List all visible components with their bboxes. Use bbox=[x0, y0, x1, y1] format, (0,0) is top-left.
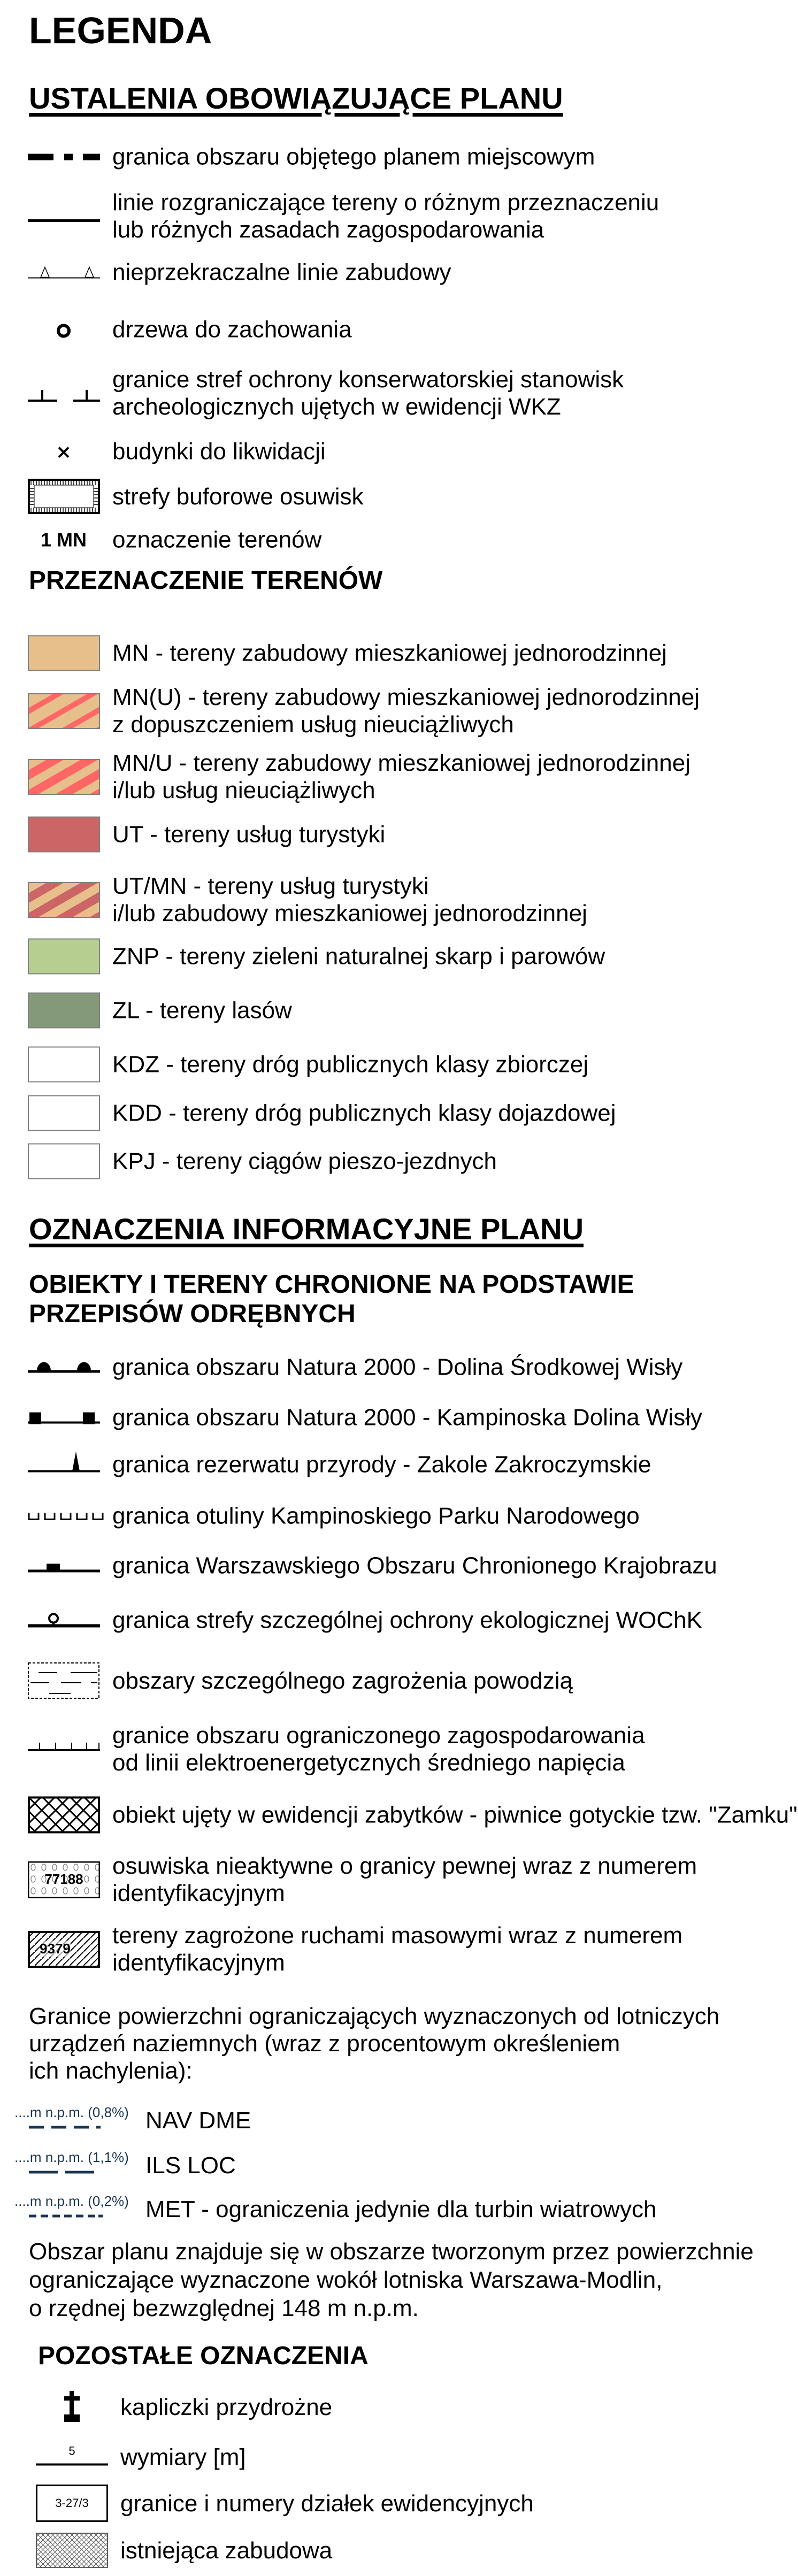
airport-note: Obszar planu znajduje się w obszarze tworzonym przez powierzchnie ograniczające wyznaczone wokół lotniska Warszawa-Modlin, o rzędnej bezwzględnej 148 m n.p.m. bbox=[29, 2238, 754, 2321]
legend-item bbox=[0, 1502, 798, 1530]
legend-label: strefy buforowe osuwisk bbox=[112, 483, 364, 510]
subsection-heading-obiekty: OBIEKTY I TERENY CHRONIONE NA PODSTAWIE PRZEPISÓW ODRĘBNYCH bbox=[29, 1270, 634, 1328]
legend-item bbox=[0, 438, 798, 465]
legend-item bbox=[0, 1607, 798, 1634]
legend-item bbox=[0, 366, 798, 420]
legend-label: drzewa do zachowania bbox=[112, 316, 352, 343]
legend-label: linie rozgraniczające tereny o różnym przeznaczeniu lub różnych zasadach zagospodarowania bbox=[112, 189, 659, 243]
legend-label: granica rezerwatu przyrody - Zakole Zakroczymskie bbox=[112, 1451, 651, 1478]
legend-label: tereny zagrożone ruchami masowymi wraz z numerem identyfikacyjnym bbox=[112, 1922, 683, 1976]
swatch-mn-u-optional bbox=[28, 693, 100, 729]
legend-label: UT/MN - tereny usług turystyki i/lub zabudowy mieszkaniowej jednorodzinnej bbox=[112, 873, 587, 926]
legend-item bbox=[0, 1451, 798, 1478]
legend-label: kapliczki przydrożne bbox=[120, 2394, 333, 2420]
crosshatch-icon bbox=[0, 1797, 112, 1834]
parcel-number: 3-27/3 bbox=[36, 2485, 108, 2522]
legend-item bbox=[0, 749, 798, 804]
legend-label: KDZ - tereny dróg publicznych klasy zbiorczej bbox=[112, 1051, 589, 1078]
legend-item bbox=[0, 1354, 798, 1381]
legend-item bbox=[0, 1552, 798, 1580]
legend-item bbox=[0, 1404, 798, 1431]
landslide-number: 77188 bbox=[44, 1870, 83, 1887]
legend-label: granica obszaru objętego planem miejscowym bbox=[112, 143, 595, 170]
plan-boundary-dash-icon bbox=[0, 151, 112, 162]
area-code-label bbox=[0, 528, 112, 551]
legend-label: budynki do likwidacji bbox=[112, 438, 326, 465]
legend-item bbox=[0, 993, 798, 1029]
met-line-icon bbox=[13, 2193, 141, 2223]
legend-item bbox=[13, 2104, 251, 2134]
legend-item bbox=[0, 1047, 798, 1083]
legend-item bbox=[0, 143, 798, 171]
legend-item bbox=[0, 872, 798, 927]
archaeology-boundary-icon bbox=[0, 382, 112, 404]
dimension-line-icon bbox=[0, 2444, 120, 2471]
section-heading-pozostale: POZOSTAŁE OZNACZENIA bbox=[38, 2342, 369, 2370]
legend-label: MET - ograniczenia jedynie dla turbin wiatrowych bbox=[145, 2196, 657, 2222]
buffer-park-line-icon bbox=[0, 1505, 112, 1527]
area-code-text: 1 MN bbox=[41, 528, 87, 550]
legend-label: granica otuliny Kampinoskiego Parku Narodowego bbox=[112, 1502, 640, 1529]
swatch-mn-u bbox=[28, 759, 100, 795]
legend-item bbox=[0, 1662, 798, 1699]
legend-item bbox=[0, 684, 798, 738]
ils-loc-line-icon bbox=[13, 2149, 141, 2179]
legend-item bbox=[0, 2444, 798, 2471]
legend-label: oznaczenie terenów bbox=[112, 526, 322, 553]
legend-label: MN - tereny zabudowy mieszkaniowej jednorodzinnej bbox=[112, 640, 667, 666]
solid-line-icon bbox=[0, 205, 112, 227]
swatch-ut bbox=[28, 817, 100, 853]
legend-label: osuwiska nieaktywne o granicy pewnej wraz z numerem identyfikacyjnym bbox=[112, 1853, 697, 1906]
height-label: ....m n.p.m. (0,2%) bbox=[14, 2193, 129, 2209]
legend-label: KDD - tereny dróg publicznych klasy dojazdowej bbox=[112, 1100, 616, 1126]
legend-item bbox=[0, 1922, 798, 1976]
legend-item bbox=[0, 259, 798, 286]
natura-semicircle-line-icon bbox=[0, 1356, 112, 1378]
legend-label: ZNP - tereny zieleni naturalnej skarp i parowów bbox=[112, 943, 605, 970]
legend-item bbox=[13, 2149, 236, 2179]
legend-label: granica obszaru Natura 2000 - Kampinoska Dolina Wisły bbox=[112, 1404, 702, 1431]
legend-item bbox=[0, 817, 798, 853]
swatch-mn bbox=[28, 635, 100, 671]
nav-dme-line-icon bbox=[13, 2104, 141, 2134]
height-label: ....m n.p.m. (1,1%) bbox=[14, 2149, 129, 2165]
wayside-shrine-icon bbox=[0, 2391, 120, 2423]
tree-circle-icon bbox=[0, 319, 112, 340]
legend-item bbox=[0, 526, 798, 554]
legend-item bbox=[0, 1797, 798, 1834]
legend-label: MN(U) - tereny zabudowy mieszkaniowej jednorodzinnej z dopuszczeniem usług nieuciążliwych bbox=[112, 684, 700, 738]
legend-label: granica obszaru Natura 2000 - Dolina Środkowej Wisły bbox=[112, 1354, 683, 1381]
legend-item bbox=[0, 316, 798, 343]
legend-title: LEGENDA bbox=[29, 10, 212, 51]
reserve-spike-line-icon bbox=[0, 1451, 112, 1478]
legend-label: MN/U - tereny zabudowy mieszkaniowej jednorodzinnej i/lub usług nieuciążliwych bbox=[112, 750, 690, 803]
legend-label: nieprzekraczalne linie zabudowy bbox=[112, 259, 451, 286]
legend-label: granica strefy szczególnej ochrony ekologicznej WOChK bbox=[112, 1607, 702, 1634]
natura-square-line-icon bbox=[0, 1407, 112, 1428]
swatch-zl bbox=[28, 993, 100, 1029]
legend-label: obiekt ujęty w ewidencji zabytków - piwnice gotyckie tzw. "Zamku" bbox=[112, 1801, 797, 1828]
legend-label: UT - tereny usług turystyki bbox=[112, 821, 386, 848]
legend-item bbox=[0, 479, 798, 514]
section-heading-informacyjne: OZNACZENIA INFORMACYJNE PLANU bbox=[29, 1212, 584, 1246]
legend-label: obszary szczególnego zagrożenia powodzią bbox=[112, 1667, 573, 1694]
swatch-kdz bbox=[28, 1047, 100, 1083]
aviation-intro: Granice powierzchni ograniczających wyznaczonych od lotniczych urządzeń naziemnych (wraz z procentowym określeniem ich nachylenia): bbox=[29, 2003, 720, 2084]
legend-item bbox=[0, 939, 798, 975]
legend-item bbox=[0, 189, 798, 243]
swatch-znp bbox=[28, 939, 100, 975]
legend-item bbox=[0, 2485, 798, 2522]
section-heading-ustalenia: USTALENIA OBOWIĄZUJĄCE PLANU bbox=[29, 81, 563, 115]
section-heading-przeznaczenie: PRZEZNACZENIE TERENÓW bbox=[29, 566, 383, 595]
parcel-box-icon bbox=[0, 2485, 120, 2522]
legend-item bbox=[0, 635, 798, 671]
legend-label: granice stref ochrony konserwatorskiej stanowisk archeologicznych ujętych w ewidencji WKZ bbox=[112, 366, 624, 420]
flood-zone-icon bbox=[0, 1662, 112, 1699]
mass-movement-hatch-icon bbox=[0, 1931, 112, 1968]
existing-building-hatch-icon bbox=[0, 2533, 120, 2568]
legend-item bbox=[0, 2391, 798, 2423]
swatch-kpj bbox=[28, 1144, 100, 1179]
cross-icon bbox=[0, 441, 112, 462]
landscape-area-line-icon bbox=[0, 1555, 112, 1576]
legend-label: ILS LOC bbox=[145, 2152, 236, 2179]
legend-label: istniejąca zabudowa bbox=[120, 2537, 333, 2564]
landslide-inactive-icon bbox=[0, 1861, 112, 1898]
building-line-triangles-icon bbox=[0, 262, 112, 283]
hazard-number: 9379 bbox=[40, 1940, 71, 1957]
legend-label: wymiary [m] bbox=[120, 2444, 246, 2471]
eco-zone-line-icon bbox=[0, 1609, 112, 1631]
buffer-zone-icon bbox=[0, 479, 112, 514]
legend-item bbox=[0, 1852, 798, 1907]
height-label: ....m n.p.m. (0,8%) bbox=[14, 2104, 129, 2120]
legend-item bbox=[0, 1722, 798, 1776]
legend-label: granice i numery działek ewidencyjnych bbox=[120, 2490, 534, 2517]
legend-item bbox=[0, 1144, 798, 1179]
power-line-zone-icon bbox=[0, 1738, 112, 1760]
legend-label: granice obszaru ograniczonego zagospodarowania od linii elektroenergetycznych średniego napięcia bbox=[112, 1722, 645, 1776]
legend-label: ZL - tereny lasów bbox=[112, 997, 292, 1024]
swatch-kdd bbox=[28, 1095, 100, 1131]
legend-item bbox=[0, 1095, 798, 1131]
legend-item bbox=[13, 2193, 656, 2223]
legend-label: KPJ - tereny ciągów pieszo-jezdnych bbox=[112, 1148, 497, 1175]
legend-label: NAV DME bbox=[145, 2107, 251, 2134]
legend-label: granica Warszawskiego Obszaru Chronionego Krajobrazu bbox=[112, 1552, 717, 1579]
dimension-value: 5 bbox=[68, 2444, 75, 2457]
legend-item bbox=[0, 2533, 798, 2568]
swatch-ut-mn bbox=[28, 882, 100, 918]
